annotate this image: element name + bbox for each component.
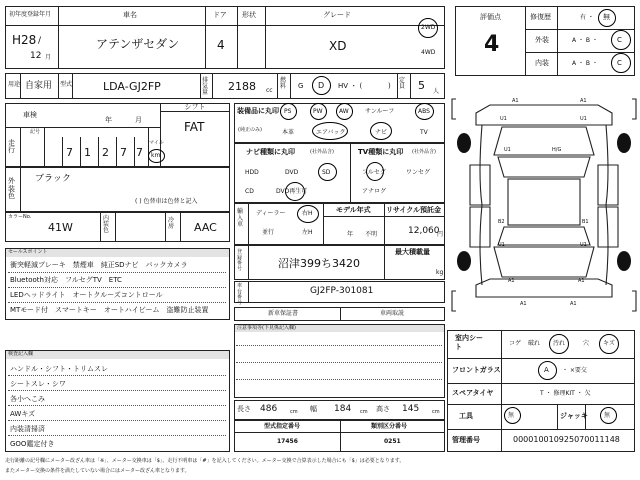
exterior-label: 外装: [535, 36, 549, 44]
footer-line-2: またメーター交換の条件を満たしていない場合にはメーター改ざん車となります。: [5, 468, 190, 474]
exterior-color-value: ブラック: [35, 174, 71, 184]
interior-selected: C: [617, 59, 622, 67]
equip-aw: AW: [339, 108, 349, 115]
inspector-line-6: GOO鑑定付き: [10, 440, 55, 448]
management-value: 000010010925070011148: [513, 435, 620, 444]
equip-abs: ABS: [418, 108, 430, 115]
fuel-selected: D: [318, 81, 325, 90]
mileage-digit-3: 2: [102, 146, 109, 159]
seat-yabure: 破れ: [528, 340, 541, 347]
color-code-value: 41W: [48, 221, 73, 234]
inspector-line-1: ハンドル・シフト・トリムスレ: [10, 365, 108, 373]
shift-value: FAT: [184, 120, 205, 134]
mileage-digit-2: 1: [84, 146, 91, 159]
aircon-value: AAC: [194, 221, 217, 234]
sales-point-4: MTモード付 スマートキー オートハイビーム 盗難防止装置: [10, 306, 209, 314]
score-value: 4: [484, 32, 500, 57]
mileage-digit-4: 7: [120, 146, 127, 159]
inspector-line-3: 各小へこみ: [10, 395, 45, 403]
jack-selected: 無: [604, 412, 611, 419]
car-diagram: [450, 85, 638, 325]
tv-analog: アナログ: [362, 188, 387, 195]
first-reg-year: H28: [12, 33, 37, 47]
sales-point-3: LEDヘッドライト オートクルーズコントロール: [10, 291, 163, 299]
sales-point-1: 衝突軽減ブレーキ 禁煙車 純正SDナビ バックカメラ: [10, 261, 188, 269]
inspection-frame: [5, 103, 230, 167]
damage-b2: B2: [498, 219, 505, 225]
inspection-label: 車検: [23, 111, 37, 119]
damage-b1: B1: [582, 219, 589, 225]
damage-u1-right: U1: [580, 116, 587, 122]
equip-airbag: エアバック: [316, 129, 346, 136]
capacity-value: 5: [418, 79, 425, 92]
navi-dvd-playback: DVD再生可: [276, 188, 308, 195]
damage-u1-rear: U1: [498, 242, 505, 248]
equip-sunroof: サンルーフ: [365, 108, 395, 115]
damage-a1-bottom-right: A1: [570, 301, 577, 307]
damage-a1-rear-left: A1: [508, 278, 515, 284]
damage-a1-rear-right: A1: [578, 278, 585, 284]
navi-cd: CD: [245, 188, 254, 195]
tv-oneseg: ワンセグ: [406, 169, 431, 176]
reg-type: 自家用: [25, 81, 53, 91]
exterior-selected: C: [617, 36, 622, 44]
notes-frame: [234, 324, 445, 398]
inspector-line-5: 内装清掃済: [10, 425, 45, 433]
equip-ps: PS: [284, 108, 292, 115]
navi-dvd: DVD: [285, 169, 299, 176]
tools-label: 工具: [459, 412, 473, 420]
equip-pw: PW: [313, 108, 323, 115]
damage-a1-front-left: A1: [512, 98, 519, 104]
displacement-value: 2188: [228, 80, 256, 93]
doors-value: 4: [217, 38, 225, 52]
mileage-digit-1: 7: [66, 146, 73, 159]
damage-a1-front-right: A1: [580, 98, 587, 104]
tools-selected: 無: [508, 412, 515, 419]
interior-label: 内装: [535, 59, 549, 67]
grade-label: グレード: [323, 11, 351, 19]
recycle-value: 12,060: [408, 226, 440, 236]
navi-hdd: HDD: [245, 169, 259, 176]
seat-label: 室内シート: [455, 334, 483, 352]
first-reg-label: 初年度登録年月: [9, 11, 52, 18]
damage-u1-rear-right: U1: [580, 242, 587, 248]
chassis-value: GJ2FP-301081: [310, 286, 374, 296]
drive-4wd: 4WD: [421, 49, 436, 56]
spec-value: 17456: [277, 438, 298, 445]
grade-value: XD: [329, 39, 347, 53]
height-value: 145: [402, 404, 420, 414]
width-value: 184: [334, 404, 352, 414]
model-value: アテンザセダン: [96, 37, 180, 51]
damage-a1-bottom-left: A1: [520, 301, 527, 307]
front-glass-selected: A: [544, 366, 549, 374]
equip-tv: TV: [420, 129, 428, 136]
damage-hg: H/G: [552, 147, 562, 153]
model-code: LDA-GJ2FP: [103, 80, 161, 93]
seat-kizu: キズ: [603, 340, 615, 347]
mileage-label: 走行: [8, 139, 15, 154]
doors-label: ドア: [213, 11, 227, 19]
management-label: 管理番号: [452, 436, 480, 444]
drive-2wd: 2WD: [421, 24, 436, 31]
mileage-unit: km: [151, 152, 161, 159]
inspector-line-2: シートスレ・シワ: [10, 380, 66, 388]
damage-u1-left-2: U1: [504, 147, 511, 153]
equip-navi: ナビ: [375, 129, 388, 136]
plate-value: 沼津399ち3420: [278, 257, 360, 270]
auction-sheet: 初年度登録年月 H28 / 12 月 車名 アテンザセダン ドア 4 形状 グレード XD 2WD 4WD 評価点 4 修復歴 有 ・ 無 外装 A ・ B ・ C 内装 A ・ B ・ C 用途 自家用 型式 LDA-GJ2FP 排気量 2188 cc 燃料 G D HV ・ ( ) 定員 5 人 シフト FAT 車検 年 月 走行 記号 7 1 2 7 7 マイル km 外装色 ブラック ( ) 色替車は色替と記入 カラーNo. 41W 内装色 冷房 AAC セールスポイント 衝突軽減ブレーキ 禁煙車 純正SDナビ バックカメラ Bluetooth対応 フルセグTV ETC LEDヘッドライト オートクルーズコントロール MTモード付 スマートキー オートハイビーム 盗難防止装置 検査記入欄 ハンドル・シフト・トリムスレ シートスレ・シワ 各小へこみ AWキズ 内装清掃済 GOO鑑定付き 装備品に丸印 (純正のみ) PS PW AW サンルーフ ABS 本革 エアバック ナビ TV ナビ種類に丸印 (社外品含) TV種類に丸印 (社外品含) HDD DVD SD CD DVD再生可 フルセグ ワンセグ アナログ 輸入車 ディーラー 右H 並行 左H モデル年式 年 不明 リサイクル預託金 12,060 円 登録番号 沼津399ち3420 最大積載量 kg 車台番号 GJ2FP-301081 新車保証書 車両取説 注意事項等(下見係記入欄) 長さ 486 cm 幅 184 cm 高さ 145 cm 型式指定番号 17456 類別区分番号 0251 A1 A1 U1 U1 U1 B2 B1 U1 A1 A1 U1 A1 A1 H/G 室内シート コゲ 破れ 汚れ 穴 キズ フロントガラス A ・ ×要交 スペアタイヤ T ・ 修理KIT ・ 欠 工具 無 ジャッキ 無 管理番号 000010010925070011148 走行距離の記号欄にメーター改ざん車は「※」、メーター交換車は「$」、走行不明車は「#」を記入してください。メーター交換で合算表示した場合にも「$」は必要となります。 またメーター交換の条件を満たしていない場合にはメーター改ざん車となります。: [0, 0, 640, 480]
seat-kogeru: コゲ: [509, 340, 522, 347]
score-label: 評価点: [480, 13, 501, 21]
use-label: 用途: [8, 81, 21, 88]
body-shape-label: 形状: [242, 11, 256, 19]
model-label: 車名: [123, 11, 137, 19]
import-right-hand: 右H: [302, 210, 313, 217]
first-reg-month: 12: [30, 51, 42, 61]
repair-selected: 無: [603, 13, 610, 21]
sales-point-2: Bluetooth対応 フルセグTV ETC: [10, 276, 122, 284]
spare-tire-label: スペアタイヤ: [452, 389, 494, 397]
tv-fullseg: フルセグ: [362, 169, 386, 176]
equip-leather: 本革: [282, 129, 295, 136]
seat-ana: 穴: [583, 340, 590, 347]
mileage-digit-5: 7: [136, 146, 143, 159]
front-glass-label: フロントガラス: [452, 366, 501, 374]
damage-u1-left: U1: [500, 116, 507, 122]
inspector-line-4: AWキズ: [10, 410, 36, 418]
repair-label: 修復歴: [530, 13, 551, 21]
category-value: 0251: [384, 438, 401, 445]
length-value: 486: [260, 404, 278, 414]
footer-line-1: 走行距離の記号欄にメーター改ざん車は「※」、メーター交換車は「$」、走行不明車は「#」を記入してください。メーター交換で合算表示した場合にも「$」は必要となります。: [5, 458, 405, 464]
navi-sd: SD: [322, 169, 331, 176]
jack-label: ジャッキ: [560, 412, 588, 420]
seat-yogore: 汚れ: [553, 340, 566, 347]
